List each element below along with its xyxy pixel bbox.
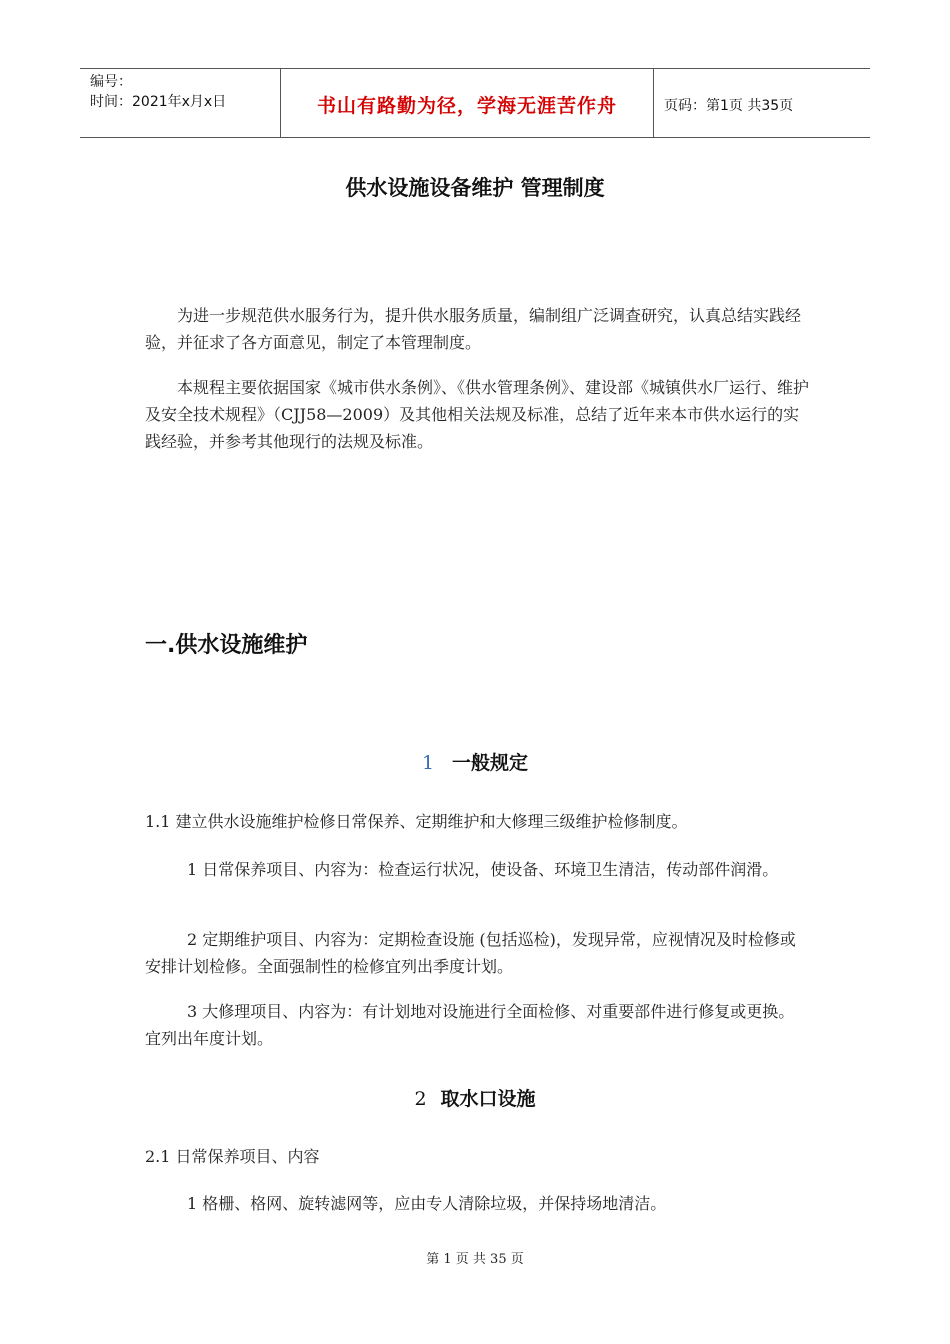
- clause-2-1-item-1: 1 格栅、格网、旋转滤网等，应由专人清除垃圾，并保持场地清洁。: [187, 1194, 667, 1213]
- number-label: 编号：: [90, 74, 132, 90]
- clause-1-1: 1.1 建立供水设施维护检修日常保养、定期维护和大修理三级维护检修制度。: [145, 812, 688, 831]
- header-page-cell: [654, 69, 870, 137]
- clause-1-1-item-3: 3 大修理项目、内容为：有计划地对设施进行全面检修、对重要部件进行修复或更换。宜列出年度计划。: [145, 1002, 795, 1048]
- subsection-2-heading: [0, 1084, 950, 1111]
- intro-paragraph-1: 为进一步规范供水服务行为，提升供水服务质量，编制组广泛调查研究，认真总结实践经验，并征求了各方面意见，制定了本管理制度。: [145, 306, 802, 352]
- subsection-1-number: 1: [421, 752, 435, 774]
- motto-text: 书山有路勤为径，学海无涯苦作舟: [316, 95, 617, 117]
- header-meta-cell: [80, 69, 281, 137]
- page-info: 页码：第1页 共35页: [664, 98, 794, 114]
- clause-2-1: 2.1 日常保养项目、内容: [145, 1147, 320, 1166]
- intro-paragraph-2: 本规程主要依据国家《城市供水条例》、《供水管理条例》、建设部《城镇供水厂运行、维护及安全技术规程》（CJJ58—2009）及其他相关法规及标准，总结了近年来本市供水运行的实践经验，并参考其他现行的法规及标准。: [145, 378, 810, 451]
- document-title: 供水设施设备维护 管理制度: [345, 176, 605, 200]
- subsection-1-heading: [0, 748, 950, 775]
- page-footer: 第 1 页 共 35 页: [426, 1252, 524, 1267]
- subsection-1-title: 一般规定: [452, 752, 529, 774]
- subsection-2-title: 取水口设施: [440, 1088, 536, 1110]
- document-header: [80, 68, 870, 138]
- clause-1-1-item-1: 1 日常保养项目、内容为：检查运行状况，使设备、环境卫生清洁，传动部件润滑。: [187, 860, 779, 879]
- time-label: 时间：2021年x月x日: [90, 94, 227, 110]
- section-heading: 一.供水设施维护: [145, 633, 308, 658]
- subsection-2-number: 2: [414, 1088, 427, 1110]
- clause-1-1-item-2: 2 定期维护项目、内容为：定期检查设施 (包括巡检)，发现异常，应视情况及时检修或安排计划检修。全面强制性的检修宜列出季度计划。: [145, 930, 796, 976]
- header-motto-cell: [281, 69, 654, 137]
